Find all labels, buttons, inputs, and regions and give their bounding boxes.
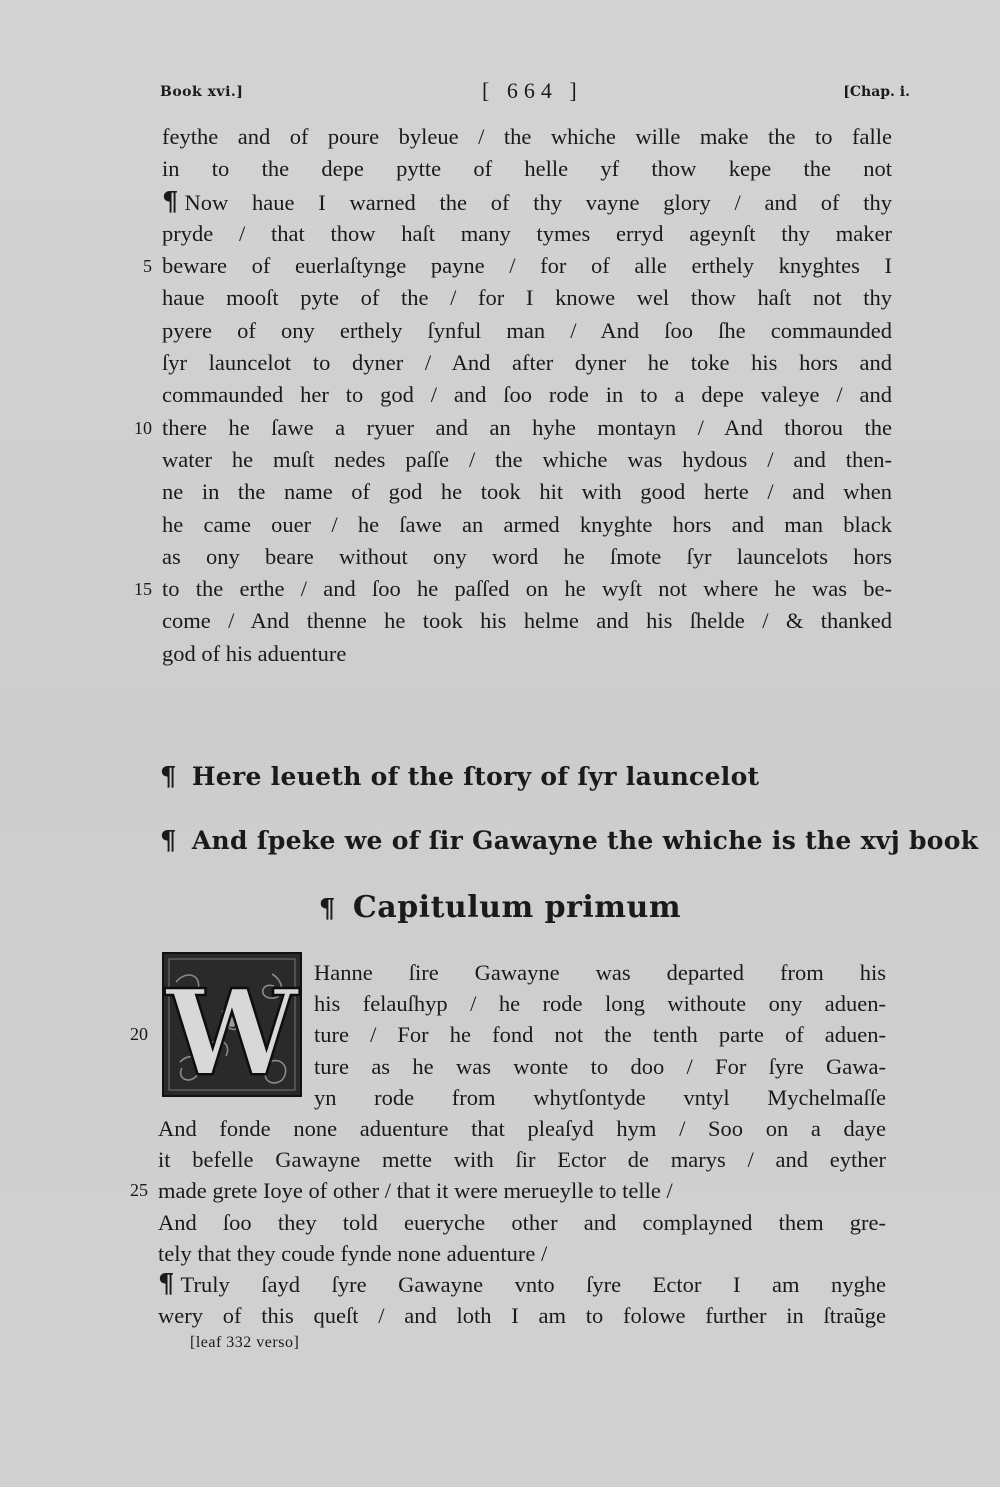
text-line xyxy=(162,476,892,508)
pilcrow-icon: ¶ xyxy=(158,1268,175,1299)
leaf-note: [leaf 332 verso] xyxy=(190,1334,300,1351)
line-text: pryde / that thow haſt many tymes erryd ageynſt thy maker xyxy=(162,220,892,246)
line-number: 15 xyxy=(134,579,152,600)
text-line xyxy=(130,1175,886,1206)
line-text: Truly ſayd ſyre Gawayne vnto ſyre Ector I am nyghe xyxy=(180,1271,886,1297)
line-text: And ſoo they told eueryche other and complayned them gre- xyxy=(158,1209,886,1235)
pilcrow-icon: ¶ xyxy=(160,762,177,792)
line-text: pyere of ony erthely ſynful man / And ſoo ſhe commaunded xyxy=(162,317,892,343)
section-heading-begin xyxy=(160,826,978,856)
line-text: water he muſt nedes paſſe / the whiche was hydous / and then- xyxy=(162,446,892,472)
chapter-text xyxy=(130,957,886,1331)
line-text: as ony beare without ony word he ſmote ſyr launcelots hors xyxy=(162,543,892,569)
line-text: haue mooſt pyte of the / for I knowe wel thow haſt not thy xyxy=(162,285,892,311)
pilcrow-icon: ¶ xyxy=(318,894,336,924)
text-line xyxy=(162,379,892,411)
text-line xyxy=(162,121,892,153)
text-line xyxy=(314,1051,886,1082)
line-text: his felauſhyp / he rode long withoute ony aduen- xyxy=(314,991,886,1017)
page-number: [ 664 ] xyxy=(482,78,583,103)
text-line xyxy=(162,541,892,573)
text-line xyxy=(130,1019,886,1050)
line-text: beware of euerlaſtynge payne / for of alle erthely knyghtes I xyxy=(162,253,892,279)
line-number: 20 xyxy=(130,1024,148,1045)
text-line xyxy=(158,1300,886,1331)
line-text: ſyr launcelot to dyner / And after dyner he toke his hors and xyxy=(162,350,892,376)
text-line xyxy=(162,509,892,541)
initial-letter: W xyxy=(165,963,299,1097)
line-text: wery of this queſt / and loth I am to folowe further in ſtraũge xyxy=(158,1303,886,1329)
pilcrow-icon: ¶ xyxy=(162,186,179,217)
line-text: in to the depe pytte of helle yf thow kepe the not xyxy=(162,156,892,182)
chapter-title-text: Capitulum primum xyxy=(352,890,682,925)
line-number: 10 xyxy=(134,417,152,438)
line-text: he came ouer / he ſawe an armed knyghte hors and man black xyxy=(162,511,892,537)
chapter-title xyxy=(0,890,1000,925)
line-text: ture / For he fond not the tenth parte of aduen- xyxy=(314,1022,886,1048)
text-line xyxy=(162,218,892,250)
line-text: it befelle Gawayne mette with ſir Ector de marys / and eyther xyxy=(158,1147,886,1173)
line-text: come / And thenne he took his helme and his ſhelde / & thanked xyxy=(162,608,892,634)
line-text: made grete Ioye of other / that it were merueylle to telle / xyxy=(158,1178,673,1204)
text-line xyxy=(314,957,886,988)
heading-text: Here leueth of the ſtory of ſyr launcelot xyxy=(191,762,760,791)
line-text: ture as he was wonte to doo / For ſyre Gawa- xyxy=(314,1053,886,1079)
text-line xyxy=(158,1144,886,1175)
line-text: feythe and of poure byleue / the whiche wille make the to falle xyxy=(162,124,892,149)
running-head-chapter: [Chap. i. xyxy=(843,84,910,100)
text-line xyxy=(143,250,892,282)
text-line xyxy=(158,1238,886,1269)
line-text: Hanne ſire Gawayne was departed from his xyxy=(314,960,886,985)
line-text: yn rode from whytſontyde vntyl Mychelmaſſe xyxy=(314,1084,886,1110)
text-line xyxy=(162,444,892,476)
text-line xyxy=(162,638,892,670)
line-text: And fonde none aduenture that pleaſyd hym / Soo on a daye xyxy=(158,1115,886,1141)
line-number: 5 xyxy=(143,256,152,277)
text-line xyxy=(158,1207,886,1238)
text-line xyxy=(162,186,892,218)
text-line xyxy=(158,1269,886,1300)
text-line xyxy=(134,412,892,444)
running-head xyxy=(160,78,910,108)
line-number: 25 xyxy=(130,1180,148,1201)
line-text: god of his aduenture xyxy=(162,640,347,666)
line-text: Now haue I warned the of thy vayne glory / and of thy xyxy=(184,189,892,215)
text-line xyxy=(162,605,892,637)
body-text xyxy=(134,121,892,670)
text-line xyxy=(134,573,892,605)
text-line xyxy=(162,153,892,185)
line-text: there he ſawe a ryuer and an hyhe montayn / And thorou the xyxy=(162,414,892,440)
pilcrow-icon: ¶ xyxy=(160,826,177,856)
line-text: commaunded her to god / and ſoo rode in to a depe valeye / and xyxy=(162,382,892,408)
text-line xyxy=(162,347,892,379)
text-line xyxy=(162,282,892,314)
heading-text: And ſpeke we of ſir Gawayne the whiche is the xvj book xyxy=(191,826,979,855)
text-line xyxy=(314,988,886,1019)
line-text: ne in the name of god he took hit with good herte / and when xyxy=(162,479,892,505)
running-head-book: Book xvi.] xyxy=(160,84,244,100)
section-heading-end xyxy=(160,762,759,792)
text-line xyxy=(158,1113,886,1144)
text-line xyxy=(314,1082,886,1113)
text-line xyxy=(162,315,892,347)
line-text: tely that they coude fynde none aduenture / xyxy=(158,1240,548,1266)
line-text: to the erthe / and ſoo he paſſed on he wyſt not where he was be- xyxy=(162,576,892,602)
